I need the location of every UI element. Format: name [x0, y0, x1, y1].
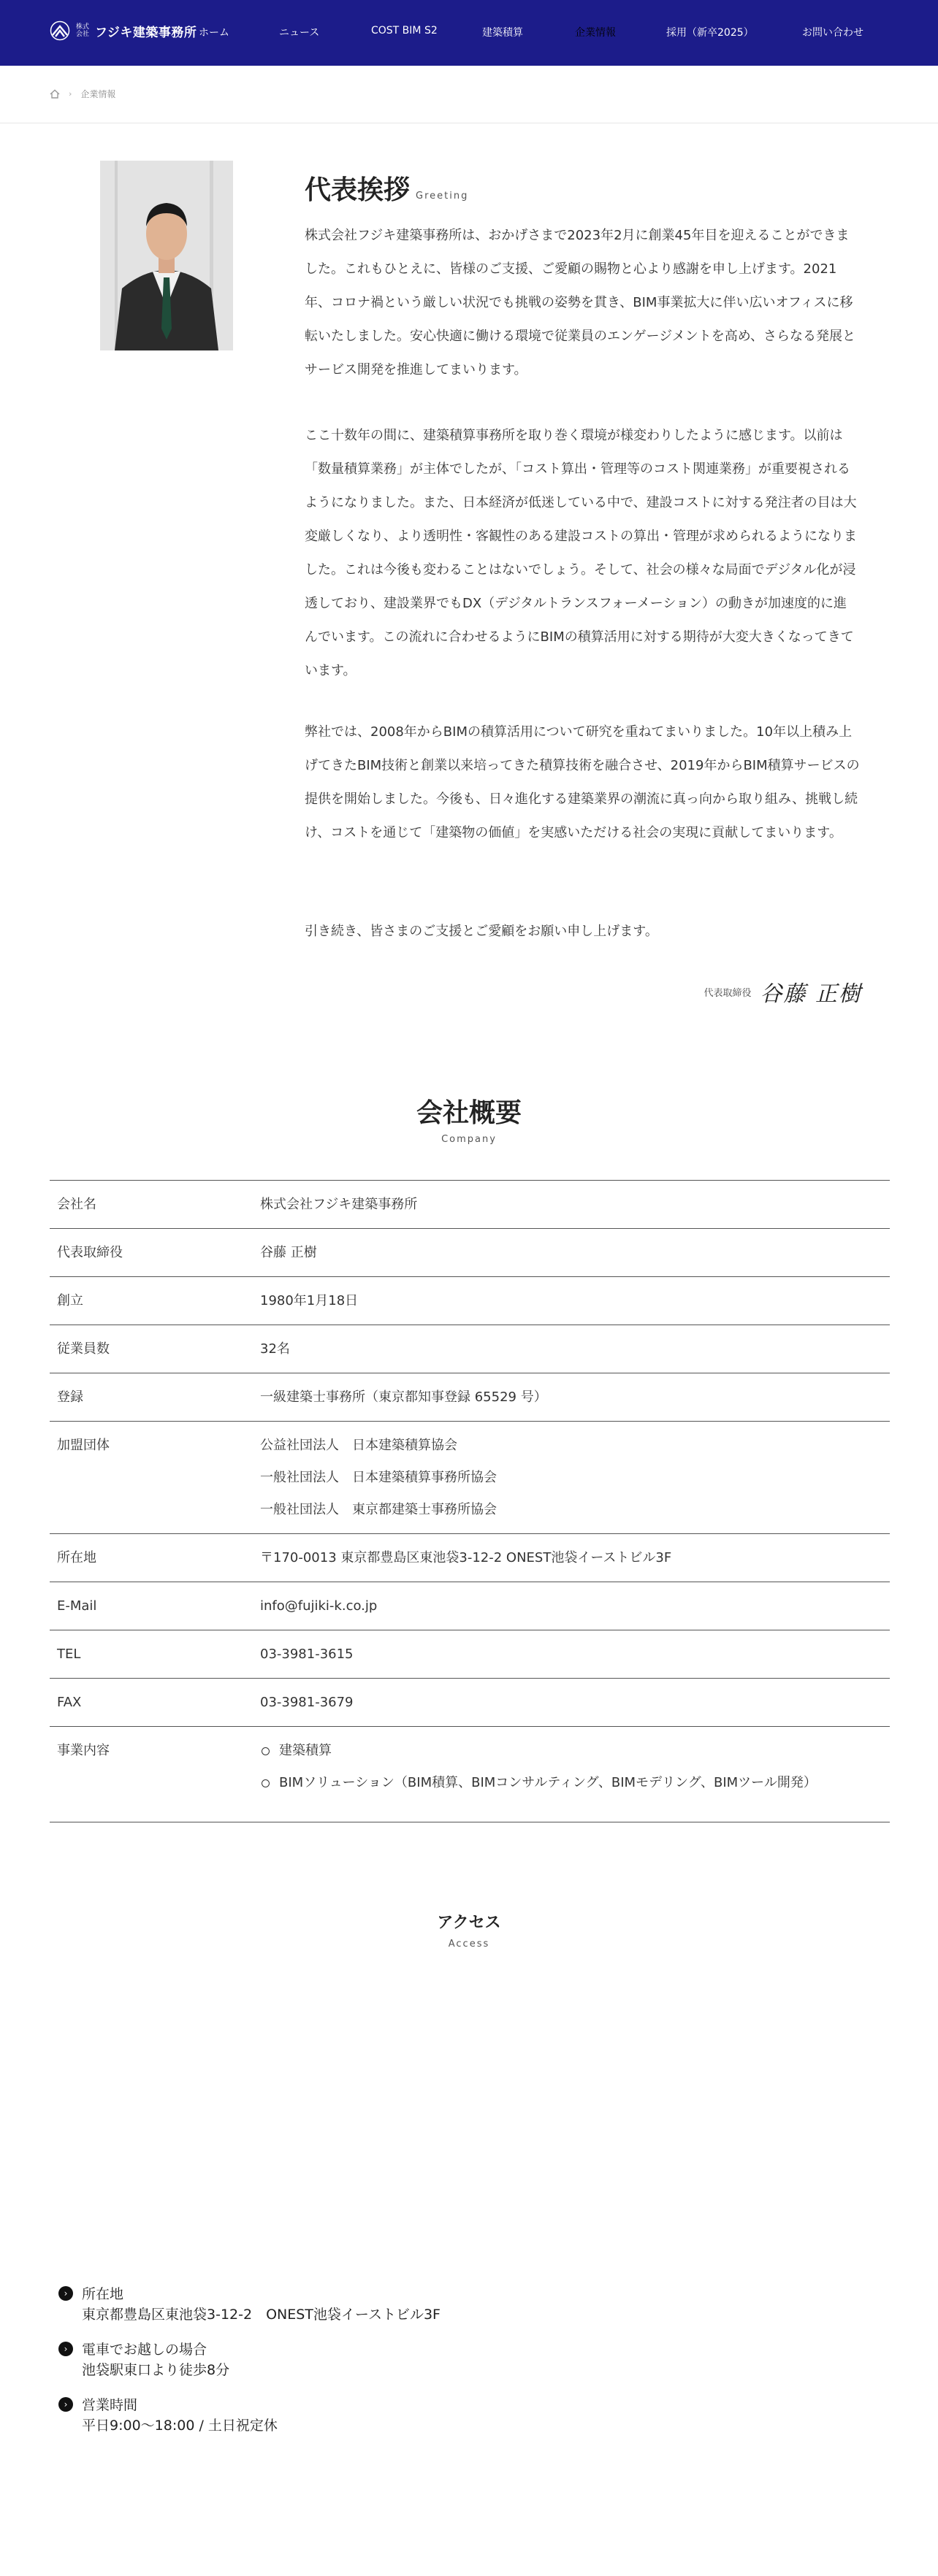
row-label: 従業員数	[57, 1341, 110, 1357]
access-subtitle: Access	[448, 1939, 490, 1950]
row-value-line: 株式会社フジキ建築事務所	[260, 1197, 418, 1212]
nav-item-contact[interactable]: お問い合わせ	[802, 27, 863, 39]
access-item-heading: 所在地	[82, 2286, 124, 2302]
chevron-circle-icon: ›	[58, 2397, 73, 2412]
row-value	[260, 1340, 890, 1359]
row-value	[260, 1597, 890, 1616]
row-value-line: 32名	[260, 1341, 290, 1357]
nav-item-company[interactable]: 企業情報	[575, 27, 616, 39]
row-value-line: 公益社団法人 日本建築積算協会	[260, 1438, 457, 1453]
table-row	[50, 1229, 890, 1277]
greeting-subtitle: Greeting	[416, 191, 469, 202]
table-row	[50, 1373, 890, 1422]
company-table	[50, 1180, 890, 1822]
row-value	[260, 1292, 890, 1311]
company-subtitle: Company	[441, 1134, 497, 1145]
access-item-detail: 東京都豊島区東池袋3-12-2 ONEST池袋イーストビル3F	[82, 2307, 441, 2323]
table-row	[50, 1679, 890, 1727]
greeting-heading	[305, 169, 468, 207]
row-value	[260, 1741, 890, 1793]
home-icon[interactable]	[50, 89, 60, 99]
chevron-circle-icon: ›	[58, 2342, 73, 2356]
access-item	[58, 2284, 441, 2325]
row-value-line: 一級建築士事務所（東京都知事登録 65529 号）	[260, 1389, 547, 1405]
row-value-line: 一般社団法人 日本建築積算事務所協会	[260, 1470, 497, 1485]
nav-item-estimation[interactable]: 建築積算	[482, 27, 523, 39]
access-info-list	[58, 2284, 441, 2450]
breadcrumb	[50, 88, 115, 100]
row-value	[260, 1243, 890, 1262]
access-item-text	[82, 2284, 441, 2325]
chevron-circle-icon: ›	[58, 2286, 73, 2301]
signature-title: 代表取締役	[704, 987, 752, 999]
business-list	[260, 1741, 890, 1793]
row-label: 創立	[57, 1293, 83, 1308]
table-row	[50, 1582, 890, 1630]
access-item-detail: 池袋駅東口より徒歩8分	[82, 2362, 230, 2378]
row-value	[260, 1436, 890, 1519]
list-item: BIMソリューション（BIM積算、BIMコンサルティング、BIMモデリング、BIMツール開発）	[260, 1774, 890, 1793]
table-row	[50, 1534, 890, 1582]
access-item-text	[82, 2339, 229, 2380]
signature	[704, 975, 862, 1008]
row-label: 所在地	[57, 1550, 96, 1565]
row-value-line: 1980年1月18日	[260, 1293, 359, 1308]
table-row	[50, 1325, 890, 1373]
row-value	[260, 1388, 890, 1407]
row-value-line: 谷藤 正樹	[260, 1245, 317, 1260]
row-label: 登録	[57, 1389, 83, 1405]
row-label: 加盟団体	[57, 1438, 110, 1453]
president-photo	[100, 161, 233, 350]
greeting-paragraph: 引き続き、皆さまのご支援とご愛顧をお願い申し上げます。	[305, 924, 658, 939]
chevron-right-icon: ›	[69, 89, 72, 99]
access-item	[58, 2339, 441, 2380]
row-value-line: 一般社団法人 東京都建築士事務所協会	[260, 1502, 497, 1517]
nav-item-home[interactable]: ホーム	[199, 27, 229, 39]
row-label: 事業内容	[57, 1743, 110, 1758]
table-row	[50, 1181, 890, 1229]
row-label: 代表取締役	[57, 1245, 123, 1260]
row-value	[260, 1549, 890, 1568]
nav-item-recruit[interactable]: 採用（新卒2025）	[666, 27, 754, 39]
main-nav	[0, 0, 938, 66]
access-item-heading: 営業時間	[82, 2397, 138, 2413]
map-embed[interactable]	[50, 1964, 890, 2271]
row-value-line: 〒170-0013 東京都豊島区東池袋3-12-2 ONEST池袋イーストビル3F	[260, 1550, 672, 1565]
signature-name: 谷藤 正樹	[760, 981, 862, 1007]
access-title: アクセス	[437, 1914, 501, 1932]
row-label: E-Mail	[57, 1598, 97, 1614]
table-row	[50, 1277, 890, 1325]
access-item-text	[82, 2395, 278, 2436]
greeting-paragraph: 株式会社フジキ建築事務所は、おかげさまで2023年2月に創業45年目を迎えることができました。これもひとえに、皆様のご支援、ご愛顧の賜物と心より感謝を申し上げます。2021年、コロナ禍という厳しい状況でも挑戦の姿勢を貫き、BIM事業拡大に伴い広いオフィスに移転いたしました。安心快適に働ける環境で従業員のエンゲージメントを高め、さらなる発展とサービス開発を推進してまいります。	[305, 228, 856, 377]
row-value-line: 03-3981-3615	[260, 1647, 354, 1662]
greeting-paragraph: 弊社では、2008年からBIMの積算活用について研究を重ねてまいりました。10年以上積み上げてきたBIM技術と創業以来培ってきた積算技術を融合させ、2019年からBIM積算サービスの提供を開始しました。今後も、日々進化する建築業界の潮流に真っ向から取り組み、挑戦し続け、コストを通じて「建築物の価値」を実感いただける社会の実現に貢献してまいります。	[305, 724, 860, 840]
logo-company-name: フジキ建築事務所	[95, 25, 197, 40]
row-value-line: 03-3981-3679	[260, 1695, 354, 1710]
company-title: 会社概要	[416, 1098, 522, 1128]
nav-item-cost-bim[interactable]: COST BIM S2	[371, 25, 438, 37]
breadcrumb-current: 企業情報	[80, 89, 116, 99]
table-row	[50, 1727, 890, 1822]
row-value	[260, 1693, 890, 1712]
table-row	[50, 1630, 890, 1679]
list-item: 建築積算	[260, 1741, 890, 1760]
greeting-title: 代表挨拶	[305, 175, 411, 205]
nav-item-news[interactable]: ニュース	[279, 27, 320, 39]
row-label: 会社名	[57, 1197, 96, 1212]
site-header	[0, 0, 938, 66]
row-label: TEL	[57, 1647, 81, 1662]
row-value-line[interactable]: info@fujiki-k.co.jp	[260, 1598, 378, 1614]
access-heading	[0, 1910, 938, 1950]
access-item	[58, 2395, 441, 2436]
logo-company-type: 株式会社	[76, 23, 90, 38]
access-item-heading: 電車でお越しの場合	[82, 2342, 207, 2358]
row-value	[260, 1645, 890, 1664]
greeting-paragraph: ここ十数年の間に、建築積算事務所を取り巻く環境が様変わりしたように感じます。以前は「数量積算業務」が主体でしたが、「コスト算出・管理等のコスト関連業務」が重要視されるようになりました。また、日本経済が低迷している中で、建設コストに対する発注者の目は大変厳しくなり、より透明性・客観性のある建設コストの算出・管理が求められるようになりました。これは今後も変わることはないでしょう。そして、社会の様々な局面でデジタル化が浸透しており、建設業界でもDX（デジタルトランスフォーメーション）の動きが加速度的に進んでいます。この流れに合わせるようにBIMの積算活用に対する期待が大変大きくなってきています。	[305, 428, 857, 678]
table-row	[50, 1422, 890, 1534]
company-heading	[0, 1092, 938, 1145]
row-value	[260, 1195, 890, 1214]
access-item-detail: 平日9:00〜18:00 / 土日祝定休	[82, 2418, 278, 2434]
row-label: FAX	[57, 1695, 82, 1710]
